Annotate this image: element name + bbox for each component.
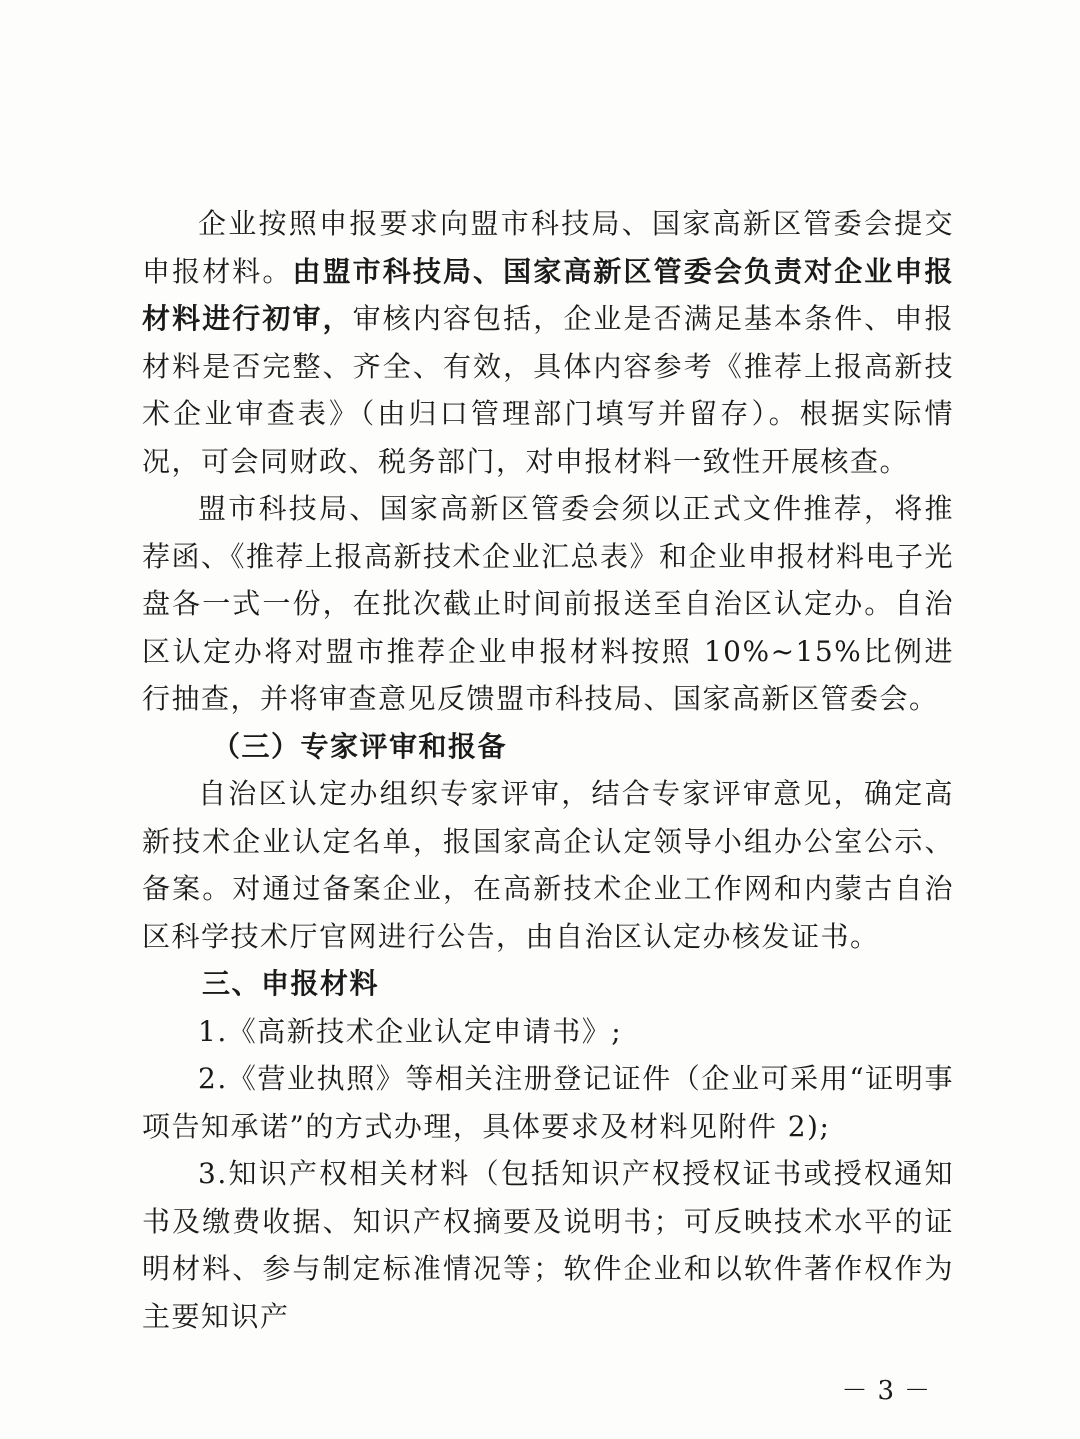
paragraph-recommendation [142,485,954,723]
section-heading-application-materials: 三、申报材料 [202,967,380,1000]
paragraph-initial-review [142,200,954,485]
list-item-1: 1.《高新技术企业认定申请书》; [198,1014,623,1048]
list-item-2: 2.《营业执照》等相关注册登记证件（企业可采用“证明事项告知承诺”的方式办理，具体要求及材料见附件 2); [142,1062,954,1143]
paragraph-run-bold: 由盟市科技局、国家高新区管委会负责对企业申报材料进行初审， [142,254,954,335]
section-heading-expert-review: （三）专家评审和报备 [212,729,508,763]
paragraph-expert-review: 自治区认定办组织专家评审，结合专家评审意见，确定高新技术企业认定名单，报国家高企认定领导小组办公室公示、备案。对通过备案企业，在高新技术企业工作网和内蒙古自治区科学技术厅官网进行公告，由自治区认定办核发证书。 [142,777,954,953]
paragraph-run: 盟市科技局、国家高新区管委会须以正式文件推荐，将推荐函、《推荐上报高新技术企业汇总表》和企业申报材料电子光盘各一式一份，在批次截止时间前报送至自治区认定办。自治区认定办将对盟市推荐企业申报材料按照 10%~15%比例进行抽查，并将审查意见反馈盟市科技局、国家高新区管委会。 [142,492,955,715]
document-body [142,200,954,1340]
paragraph-run: 审核内容包括，企业是否满足基本条件、申报材料是否完整、齐全、有效，具体内容参考《推荐上报高新技术企业审查表》（由归口管理部门填写并留存）。根据实际情况，可会同财政、税务部门，对申报材料一致性开展核查。 [142,302,954,478]
page-number: －3－ [841,1376,940,1406]
list-item-3: 3.知识产权相关材料（包括知识产权授权证书或授权通知书及缴费收据、知识产权摘要及说明书；可反映技术水平的证明材料、参与制定标准情况等；软件企业和以软件著作权作为主要知识产 [142,1157,954,1333]
paragraph-run: 企业按照申报要求向盟市科技局、国家高新区管委会提交申报材料。 [142,207,954,288]
